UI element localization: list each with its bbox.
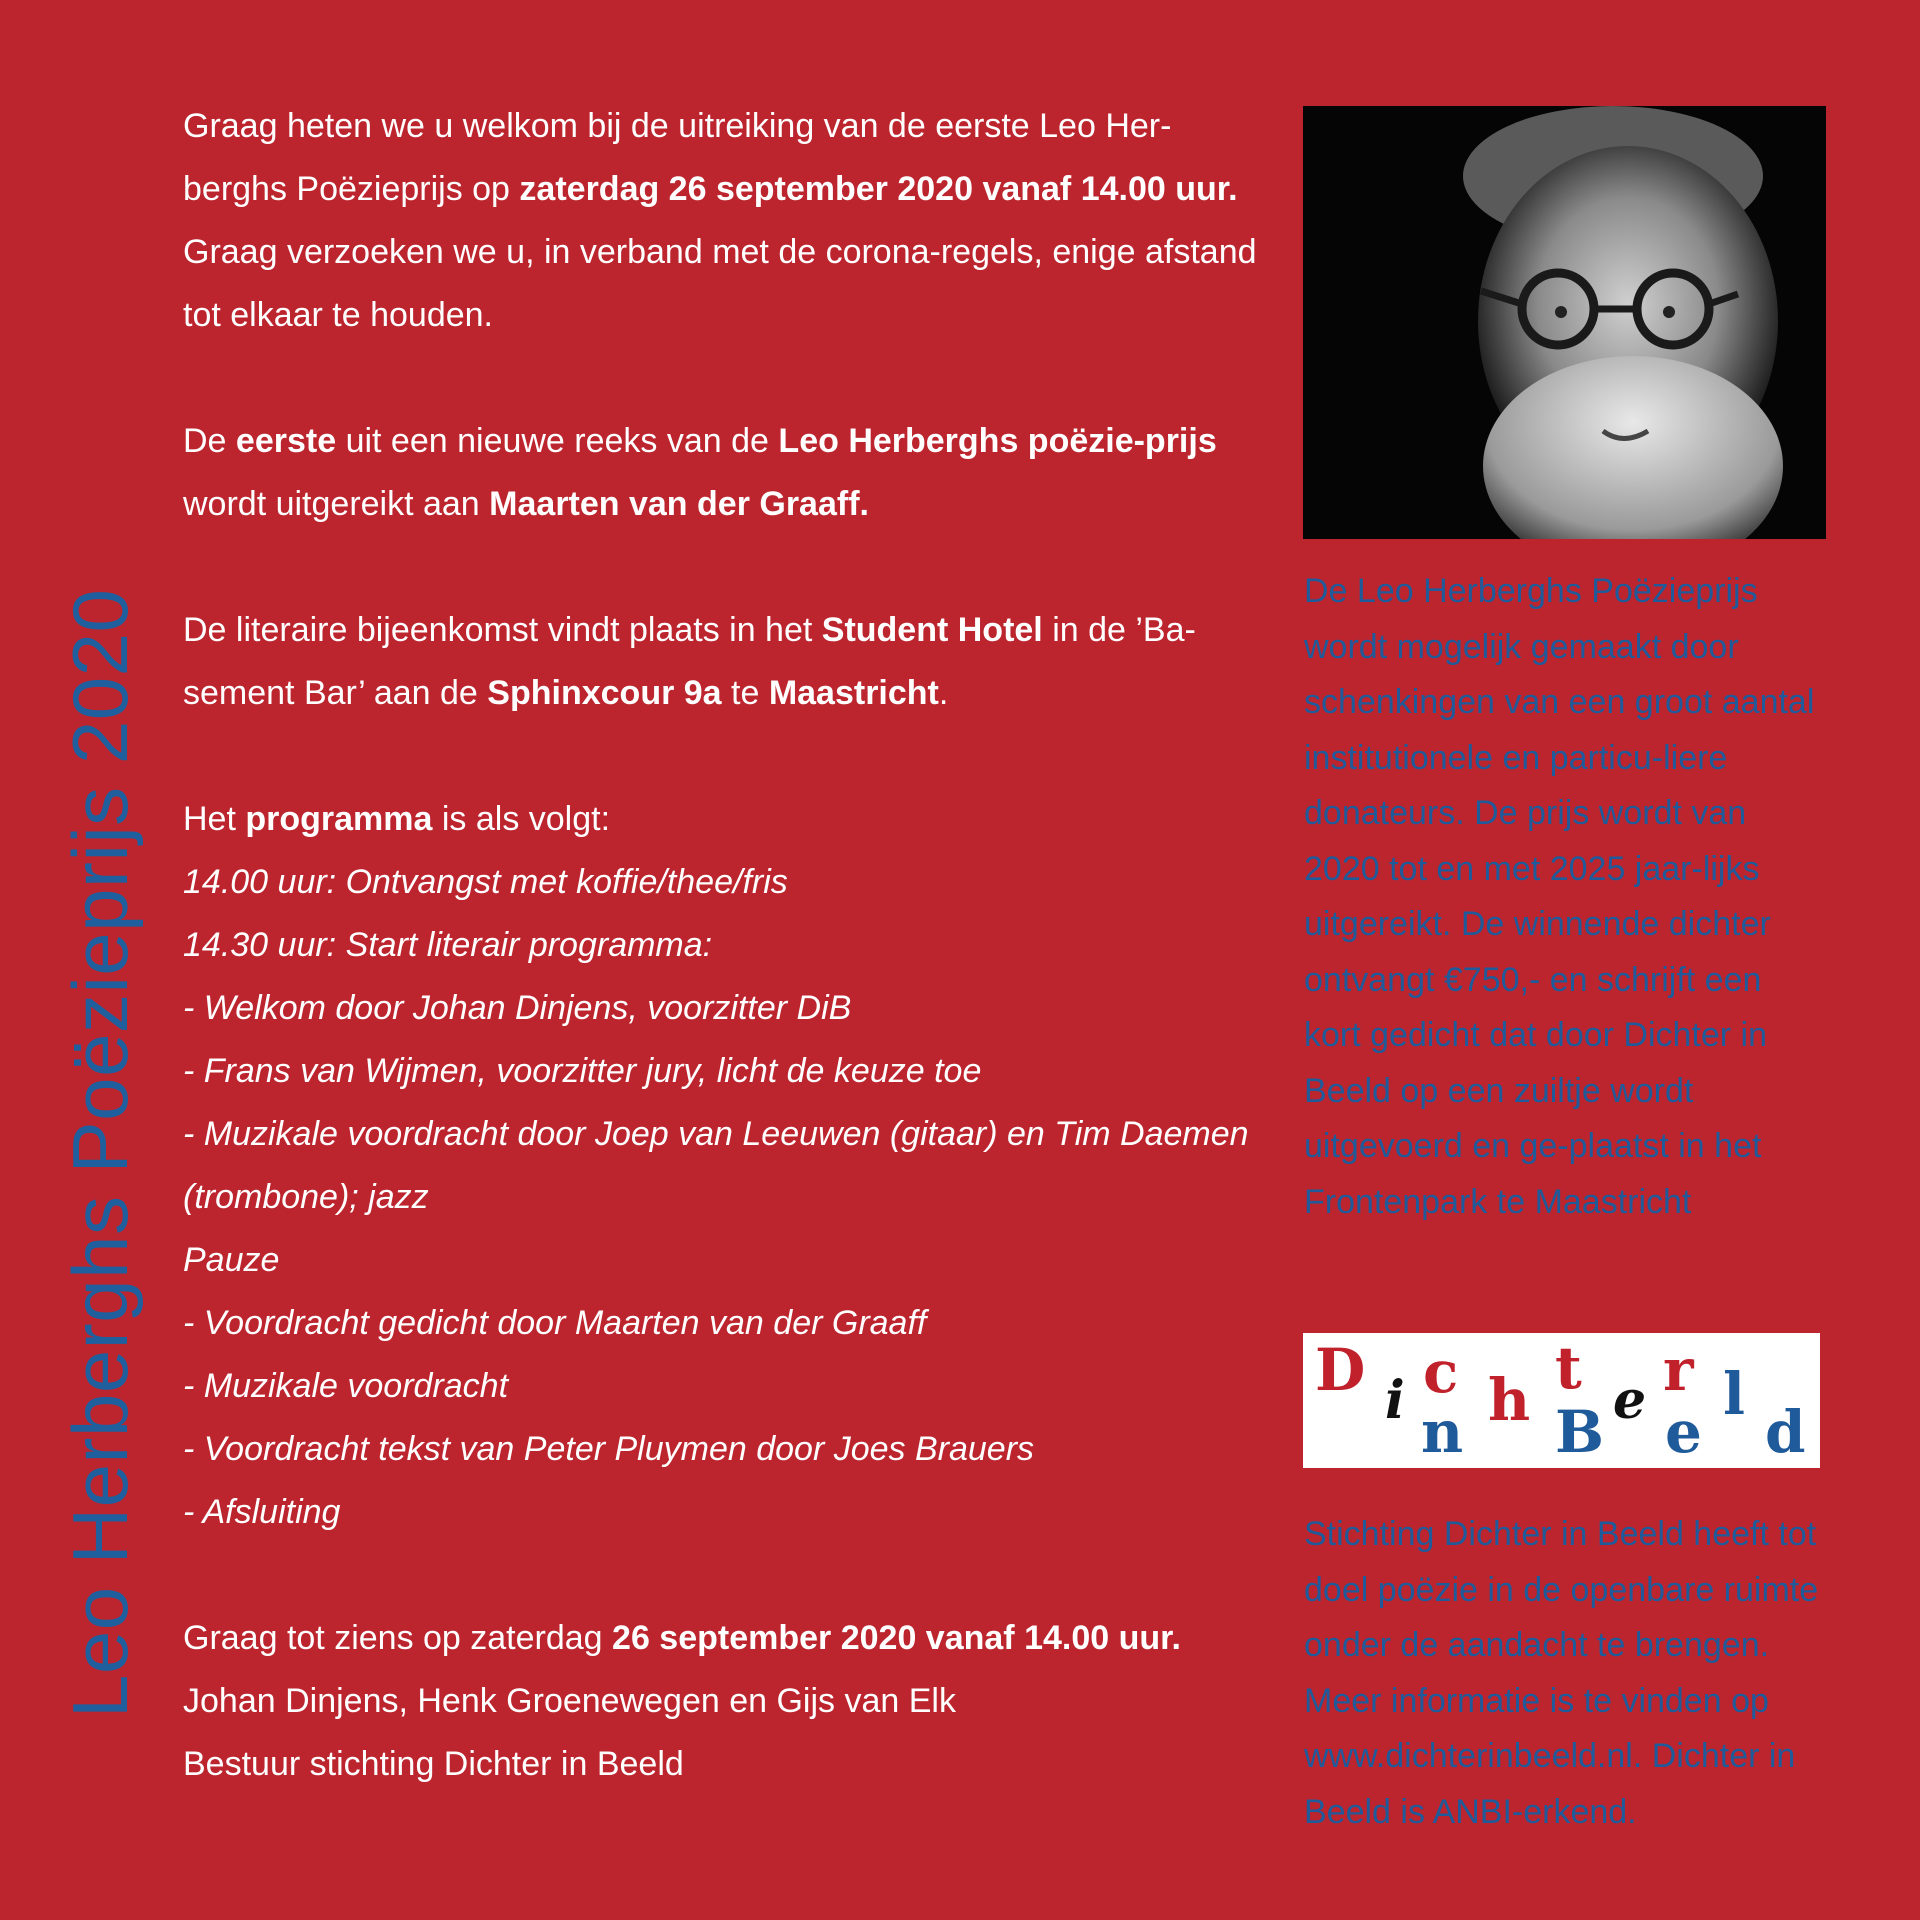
program-item: 14.00 uur: Ontvangst met koffie/thee/fris: [183, 863, 788, 901]
logo-letter: t: [1555, 1334, 1582, 1402]
logo-letter: D: [1315, 1336, 1366, 1404]
program-item: - Muzikale voordracht door Joep van Leeuwen (gitaar) en Tim Daemen (trombone); jazz: [183, 1115, 1249, 1216]
program-item: - Voordracht gedicht door Maarten van der Graaff: [183, 1304, 927, 1342]
logo-letter: l: [1723, 1360, 1746, 1428]
main-text: [183, 95, 1263, 1796]
logo-letter: n: [1421, 1398, 1464, 1466]
program-item: - Muzikale voordracht: [183, 1367, 509, 1405]
portrait-photo: [1303, 106, 1826, 539]
intro-paragraph: Graag heten we u welkom bij de uitreiking van de eerste Leo Her-berghs Poëzieprijs op zaterdag 26 september 2020 vanaf 14.00 uur. Graag verzoeken we u, in verband met de corona-regels, enige afstand tot elkaar te houden.: [183, 107, 1257, 334]
vertical-page-title: Leo Herberghs Poëzieprijs 2020: [56, 588, 144, 1718]
dichter-in-beeld-logo: [1303, 1333, 1820, 1468]
logo-letter: e: [1613, 1370, 1647, 1431]
logo-letter: i: [1385, 1370, 1405, 1431]
logo-letter: d: [1765, 1398, 1806, 1466]
closing-line: Graag tot ziens op zaterdag 26 september 2020 vanaf 14.00 uur.: [183, 1619, 1181, 1657]
portrait-illustration: [1303, 106, 1826, 539]
prize-info-text: De Leo Herberghs Poëzieprijs wordt mogelijk gemaakt door schenkingen van een groot aantal institutionele en particu-liere donateurs. De prijs wordt van 2020 tot en met 2025 jaar-lijks uitgereikt. De winnende dichter ontvangt €750,- en schrijft een kort gedicht dat door Dichter in Beeld op een zuiltje wordt uitgevoerd en ge-plaatst in het Frontenpark te Maastricht: [1304, 572, 1815, 1221]
announce-paragraph: De eerste uit een nieuwe reeks van de Leo Herberghs poëzie-prijs wordt uitgereikt aan Maarten van der Graaff.: [183, 422, 1217, 523]
logo-letter: r: [1663, 1336, 1694, 1404]
logo-letter: h: [1488, 1366, 1531, 1434]
program-item: - Afsluiting: [183, 1493, 341, 1531]
logo-letter: c: [1423, 1338, 1459, 1406]
program-item: 14.30 uur: Start literair programma:: [183, 926, 713, 964]
program-item: - Frans van Wijmen, voorzitter jury, licht de keuze toe: [183, 1052, 982, 1090]
signatories: Johan Dinjens, Henk Groenewegen en Gijs van Elk: [183, 1682, 956, 1720]
program-item: - Voordracht tekst van Peter Pluymen door Joes Brauers: [183, 1430, 1035, 1468]
program-section: [183, 788, 1263, 1544]
logo-letter: B: [1555, 1398, 1605, 1466]
board-name: Bestuur stichting Dichter in Beeld: [183, 1745, 684, 1783]
program-item: - Welkom door Johan Dinjens, voorzitter DiB: [183, 989, 852, 1027]
venue-paragraph: De literaire bijeenkomst vindt plaats in het Student Hotel in de ’Ba-sement Bar’ aan de Sphinxcour 9a te Maastricht.: [183, 611, 1196, 712]
logo-letter: e: [1665, 1398, 1702, 1466]
program-lead: Het programma is als volgt:: [183, 800, 611, 838]
program-item: Pauze: [183, 1241, 280, 1279]
foundation-info-text: Stichting Dichter in Beeld heeft tot doel poëzie in de openbare ruimte onder de aandacht te brengen. Meer informatie is te vinden op www.dichterinbeeld.nl. Dichter in Beeld is ANBI-erkend.: [1304, 1515, 1819, 1831]
